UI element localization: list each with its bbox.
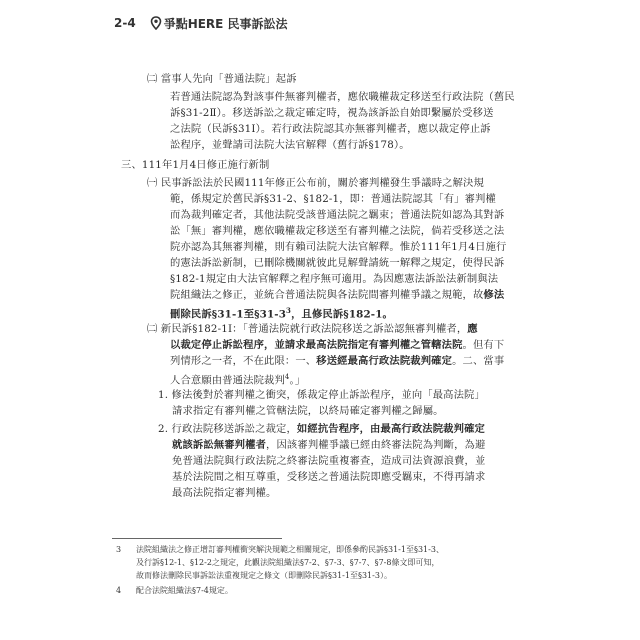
text-line: 的憲法訴訟新制，已刪除機關就彼此見解聲請統一解釋之規定，使得民訴 xyxy=(170,257,505,269)
text-line: 免普通法院與行政法院之終審法院重複審查，造成司法資源浪費，並 xyxy=(172,455,486,467)
text-line: 範，係規定於舊民訴§31-2、§182-1，即：普通法院認其「有」審判權 xyxy=(170,193,496,205)
text-line: 而為裁判確定者，其他法院受該普通法院之羈束；普通法院如認為其對訴 xyxy=(170,209,505,221)
text-span: ，因該審判權爭議已經由終審法院為判斷，為避 xyxy=(266,439,486,451)
text-line xyxy=(170,338,504,352)
bold-span: 以裁定停止訴訟程序，並請求最高法院指定有審判權之管轄法院 xyxy=(170,339,463,351)
footnote-line: 故而修法刪除民事訴訟法重複規定之條文（即刪除民訴§31-1至§31-3）。 xyxy=(136,571,392,580)
text-line xyxy=(170,288,504,302)
footnote-ref: 4 xyxy=(284,373,290,381)
text-line: ㈠ 民事訴訟法於民國111年修正公布前，關於審判權發生爭議時之解決規 xyxy=(147,177,484,189)
text-line: 訟「無」審判權，應依職權裁定移送至有審判權之法院，倘若受移送之法 xyxy=(170,225,505,237)
footnote-line: 及行訴§12-1、§12-2之規定，此觀法院組織法§7-2、§7-3、§7-7、§7-8條文即可知， xyxy=(136,558,440,567)
text-line xyxy=(147,322,478,336)
text-span: 列情形之一者，不在此限：一、 xyxy=(170,355,317,367)
footnote-number: 4 xyxy=(116,586,122,595)
text-line: 訟程序，並聲請司法院大法官解釋（舊行訴§178）。 xyxy=(170,139,410,151)
text-line: §182-1規定由大法官解釋之程序無可適用。為因應憲法訴訟法新制與法 xyxy=(170,273,499,285)
bold-span: 應 xyxy=(467,323,478,335)
bold-span: 如經抗告程序，由最高行政法院裁判確定 xyxy=(296,423,485,435)
page-number: 2-4 xyxy=(114,16,136,30)
text-line xyxy=(170,370,305,387)
text-span: 。但有下 xyxy=(462,339,505,351)
text-line: 訴§31-2Ⅱ）。移送訴訟之裁定確定時，視為該訴訟自始即繫屬於受移送 xyxy=(170,107,494,119)
bold-span: 刪除民訴§31-1至§31-3 xyxy=(170,308,287,321)
text-span: 。二、當事 xyxy=(452,355,505,367)
book-title: 爭點HERE 民事訴訟法 xyxy=(163,16,288,31)
section-3-heading: 三、111年1月4日修正施行新制 xyxy=(121,159,270,171)
bold-span: 移送經最高行政法院裁判確定 xyxy=(316,355,453,367)
footnote-line: 法院組織法之修正增訂審判權衝突解決規範之相關規定，即係參酌民訴§31-1至§31-3、 xyxy=(136,545,444,554)
footnote-number: 3 xyxy=(116,545,122,554)
text-span: 院組織法之修正，並統合普通法院與各法院間審判權爭議之規範，故 xyxy=(170,289,484,301)
text-line xyxy=(170,304,393,321)
text-line xyxy=(170,354,504,368)
text-span: 。」 xyxy=(289,374,306,387)
text-line xyxy=(172,438,485,452)
text-line: 最高法院指定審判權。 xyxy=(172,487,277,499)
footnote-ref: 3 xyxy=(286,306,292,315)
text-line: 請求指定有審判權之管轄法院，以終局確定審判權之歸屬。 xyxy=(172,405,444,417)
footnote-divider xyxy=(112,538,282,539)
bold-span: ，且修民訴§182-1。 xyxy=(291,308,393,321)
list-item-1: 1. 修法後對於審判權之衝突，係裁定停止訴訟程序，並向「最高法院」 xyxy=(158,389,485,401)
bold-span: 修法 xyxy=(483,289,505,301)
text-line: 若普通法院認為對該事件無審判權者，應依職權裁定移送至行政法院（舊民 xyxy=(170,91,515,103)
text-span: 人合意願由普通法院裁判 xyxy=(170,374,285,387)
bold-span: 就該訴訟無審判權者 xyxy=(172,439,267,451)
footnote-line: 配合法院組織法§7-4規定。 xyxy=(136,586,233,595)
text-span: 2. 行政法院移送訴訟之裁定， xyxy=(158,423,297,435)
list-item-2 xyxy=(158,422,485,436)
text-line: 之法院（民訴§31Ⅰ）。若行政法院認其亦無審判權者，應以裁定停止訴 xyxy=(170,123,491,135)
text-line: 院亦認為其無審判權，則有賴司法院大法官解釋。惟於111年1月4日施行 xyxy=(170,241,507,253)
text-span: ㈡ 新民訴§182-1Ⅰ：「普通法院就行政法院移送之訴訟認無審判權者， xyxy=(147,323,468,335)
section-b-heading: ㈡ 當事人先向「普通法院」起訴 xyxy=(147,73,297,85)
text-line: 基於法院間之相互尊重，受移送之普通法院即應受羈束，不得再請求 xyxy=(172,471,486,483)
